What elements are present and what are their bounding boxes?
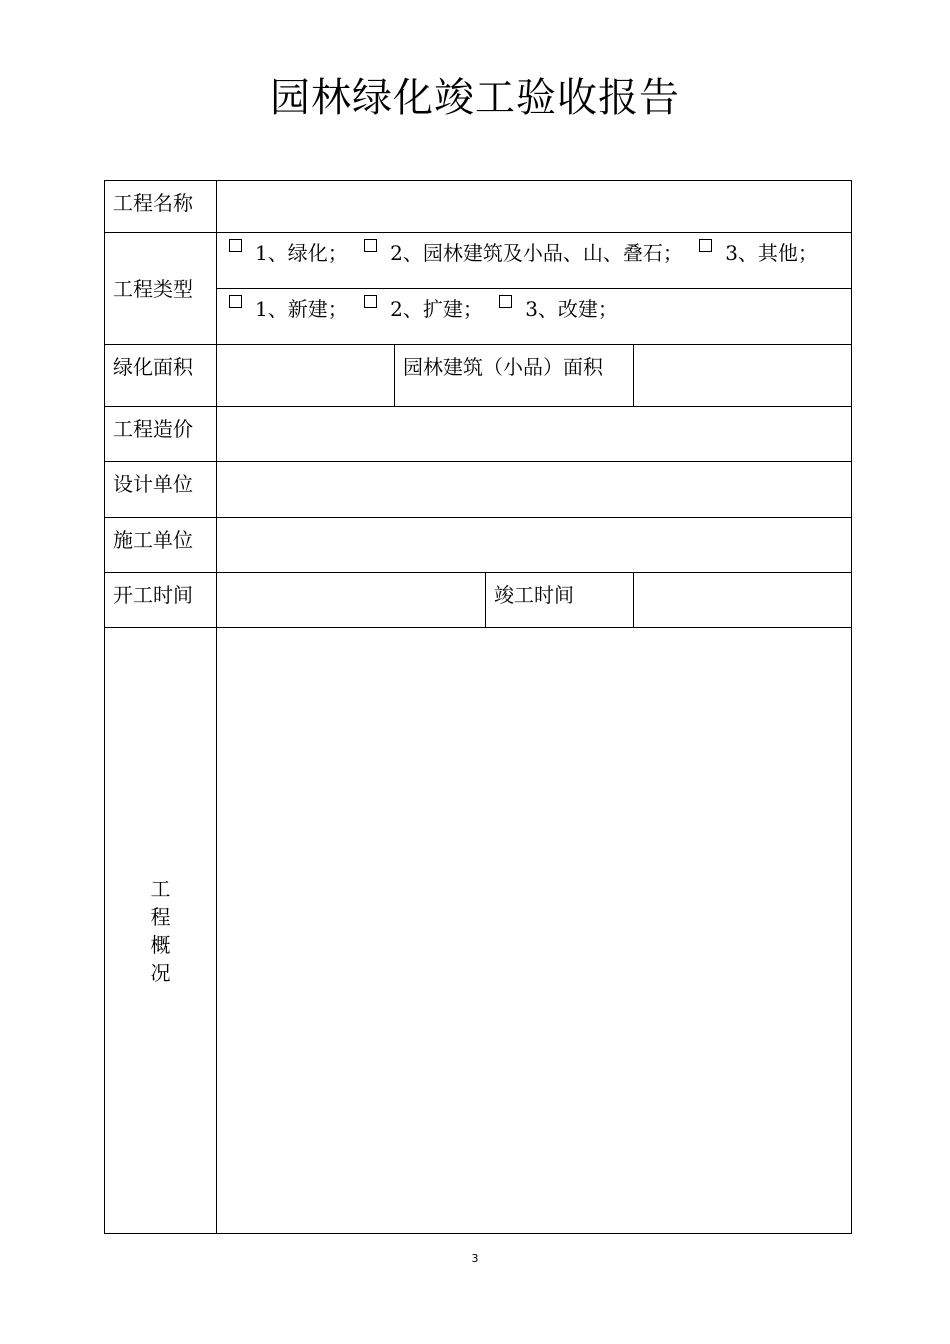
project-cost-label: 工程造价: [105, 407, 217, 462]
green-area-value[interactable]: [217, 345, 395, 407]
project-name-label: 工程名称: [105, 181, 217, 233]
option-renovation[interactable]: 3、改建；: [499, 295, 618, 323]
completion-time-label: 竣工时间: [486, 573, 634, 628]
design-unit-label: 设计单位: [105, 462, 217, 518]
option-new-build[interactable]: 1、新建；: [229, 295, 348, 323]
checkbox-icon[interactable]: [229, 239, 242, 252]
project-type-options-row-1: [217, 233, 852, 289]
page-title: 园林绿化竣工验收报告: [270, 75, 680, 121]
start-time-label: 开工时间: [105, 573, 217, 628]
project-name-value[interactable]: [217, 181, 852, 233]
green-area-label: 绿化面积: [105, 345, 217, 407]
design-unit-value[interactable]: [217, 462, 852, 518]
project-overview-label: 工 程 概 况: [105, 628, 217, 1234]
project-type-label: 工程类型: [105, 233, 217, 345]
completion-time-value[interactable]: [634, 573, 852, 628]
start-time-value[interactable]: [217, 573, 486, 628]
project-type-options-row-2: [217, 289, 852, 345]
checkbox-icon[interactable]: [364, 239, 377, 252]
checkbox-icon[interactable]: [699, 239, 712, 252]
construction-unit-label: 施工单位: [105, 518, 217, 573]
page-number: 3: [471, 1252, 479, 1265]
building-area-label: 园林建筑（小品）面积: [395, 345, 634, 407]
checkbox-icon[interactable]: [229, 295, 242, 308]
option-garden-building[interactable]: 2、园林建筑及小品、山、叠石；: [364, 239, 683, 267]
construction-unit-value[interactable]: [217, 518, 852, 573]
building-area-value[interactable]: [634, 345, 852, 407]
checkbox-icon[interactable]: [499, 295, 512, 308]
acceptance-form-table: [104, 180, 852, 1234]
option-greening[interactable]: 1、绿化；: [229, 239, 348, 267]
option-expansion[interactable]: 2、扩建；: [364, 295, 483, 323]
project-cost-value[interactable]: [217, 407, 852, 462]
option-other[interactable]: 3、其他；: [699, 239, 818, 267]
checkbox-icon[interactable]: [364, 295, 377, 308]
project-overview-value[interactable]: [217, 628, 852, 1234]
